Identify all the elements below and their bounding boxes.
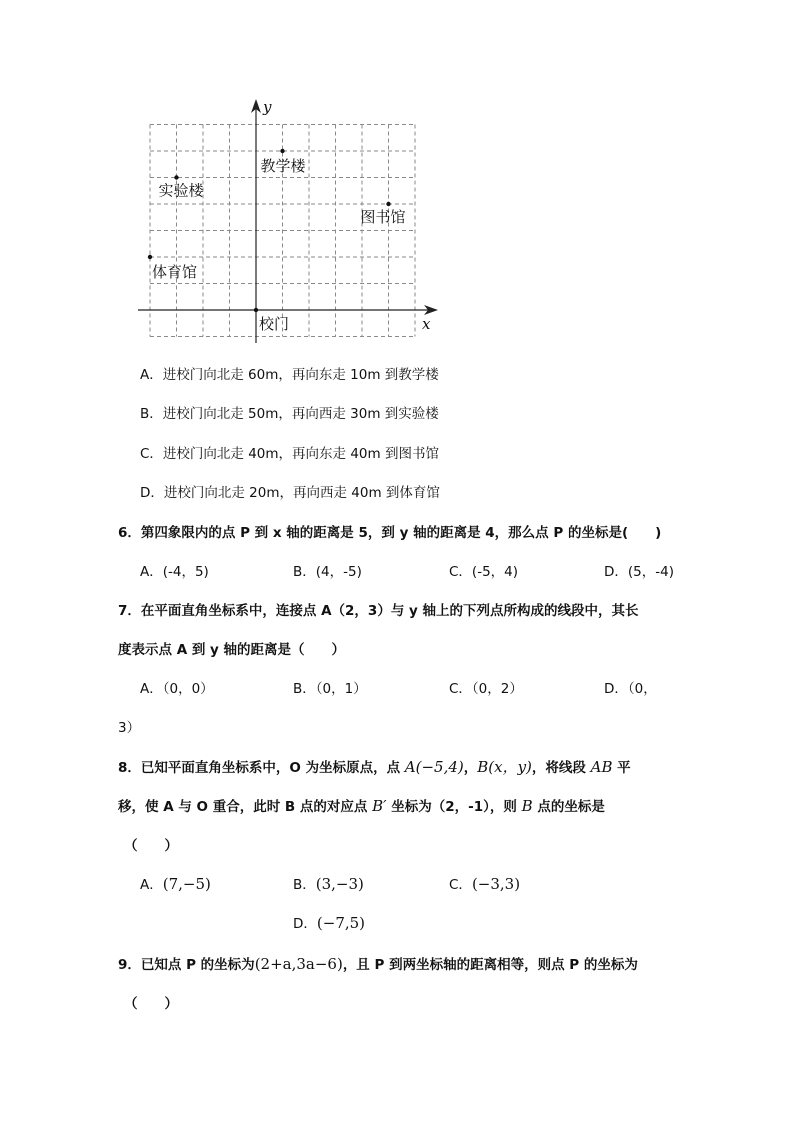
- q8-option-d-value: (−7,5): [316, 914, 366, 932]
- q5-option-c: C．进校门向北走 40m，再向东走 40m 到图书馆: [140, 446, 439, 462]
- q8-option-a: [140, 873, 211, 893]
- q8-answer-paren: （ ）: [124, 838, 178, 854]
- q7-option-c: C．（0，2）: [449, 681, 523, 697]
- q8-line2-text-2: 坐标为（2，-1），则: [386, 799, 522, 815]
- q8-line2-text-3: 点的坐标是: [532, 799, 605, 815]
- q7-stem-line2: 度表示点 A 到 y 轴的距离是（ ）: [118, 642, 346, 658]
- q6-option-d: D．(5，-4): [604, 564, 674, 580]
- q7-stem-line1: 7．在平面直角坐标系中，连接点 A（2，3）与 y 轴上的下列点所构成的线段中，其长: [118, 603, 639, 619]
- q7-option-d: D．（0，: [604, 681, 657, 697]
- q9-point-p: (2+a,3a−6): [254, 955, 343, 973]
- q6-option-c: C．(-5，4): [449, 564, 519, 580]
- q9-text-1: 9．已知点 P 的坐标为: [118, 957, 255, 973]
- q5-option-a: A．进校门向北走 60m，再向东走 10m 到教学楼: [140, 367, 439, 383]
- q8-option-b-label: B．: [293, 877, 316, 893]
- place-label: 教学楼: [260, 157, 306, 175]
- q8-option-d-label: D．: [293, 916, 317, 932]
- place-label: 校门: [259, 315, 290, 333]
- q9-stem: [118, 953, 638, 973]
- q5-option-b: B．进校门向北走 50m，再向西走 30m 到实验楼: [140, 406, 439, 422]
- q8-text-4: 平: [612, 760, 631, 776]
- y-axis-label: y: [263, 98, 272, 116]
- place-label: 实验楼: [158, 181, 204, 200]
- q7-option-a: A．（0，0）: [140, 681, 214, 697]
- place-point: [386, 202, 390, 206]
- q8-text-1: 8．已知平面直角坐标系中，O 为坐标原点，点: [118, 760, 405, 776]
- campus-map-figure: [130, 95, 450, 350]
- place-point: [174, 175, 178, 179]
- q5-option-d: D．进校门向北走 20m，再向西走 40m 到体育馆: [140, 485, 440, 501]
- x-axis-label: x: [422, 315, 431, 333]
- place-label: 图书馆: [360, 208, 406, 226]
- q8-point-b-prime: B′: [372, 797, 387, 815]
- coordinate-grid: [130, 95, 450, 350]
- q8-point-b: B(x，y): [477, 758, 532, 776]
- q8-option-d: [293, 912, 365, 932]
- q8-point-b-ref: B: [521, 797, 533, 815]
- q9-text-2: ，且 P 到两坐标轴的距离相等，则点 P 的坐标为: [342, 957, 638, 973]
- place-point: [254, 308, 258, 312]
- q8-segment-ab: AB: [590, 758, 613, 776]
- q8-line2-text-1: 移，使 A 与 O 重合，此时 B 点的对应点: [118, 799, 373, 815]
- q6-option-b: B．(4，-5): [293, 564, 362, 580]
- q9-answer-paren: （ ）: [124, 996, 178, 1012]
- q6-option-a: A．(-4，5): [140, 564, 209, 580]
- q8-stem-line1: [118, 756, 631, 777]
- q8-text-2: ，: [463, 760, 478, 776]
- q6-stem: 6．第四象限内的点 P 到 x 轴的距离是 5，到 y 轴的距离是 4，那么点 P 的坐标是( ): [118, 525, 662, 541]
- place-label: 体育馆: [152, 263, 198, 281]
- q8-option-b: [293, 873, 364, 893]
- q8-option-c-value: (−3,3): [471, 875, 521, 893]
- q8-option-a-value: (7,−5): [162, 875, 211, 893]
- q8-stem-line2: [118, 795, 605, 815]
- q7-option-d-cont: 3）: [118, 720, 141, 736]
- q7-option-b: B．（0，1）: [293, 681, 367, 697]
- place-point: [148, 255, 152, 259]
- q8-option-a-label: A．: [140, 877, 163, 893]
- place-point: [280, 149, 284, 153]
- q8-text-3: ，将线段: [531, 760, 591, 776]
- place-points: [148, 149, 406, 333]
- q8-option-c: [449, 873, 520, 893]
- q8-option-c-label: C．: [449, 877, 472, 893]
- q8-point-a: A(−5,4): [404, 758, 464, 776]
- q8-option-b-value: (3,−3): [315, 875, 364, 893]
